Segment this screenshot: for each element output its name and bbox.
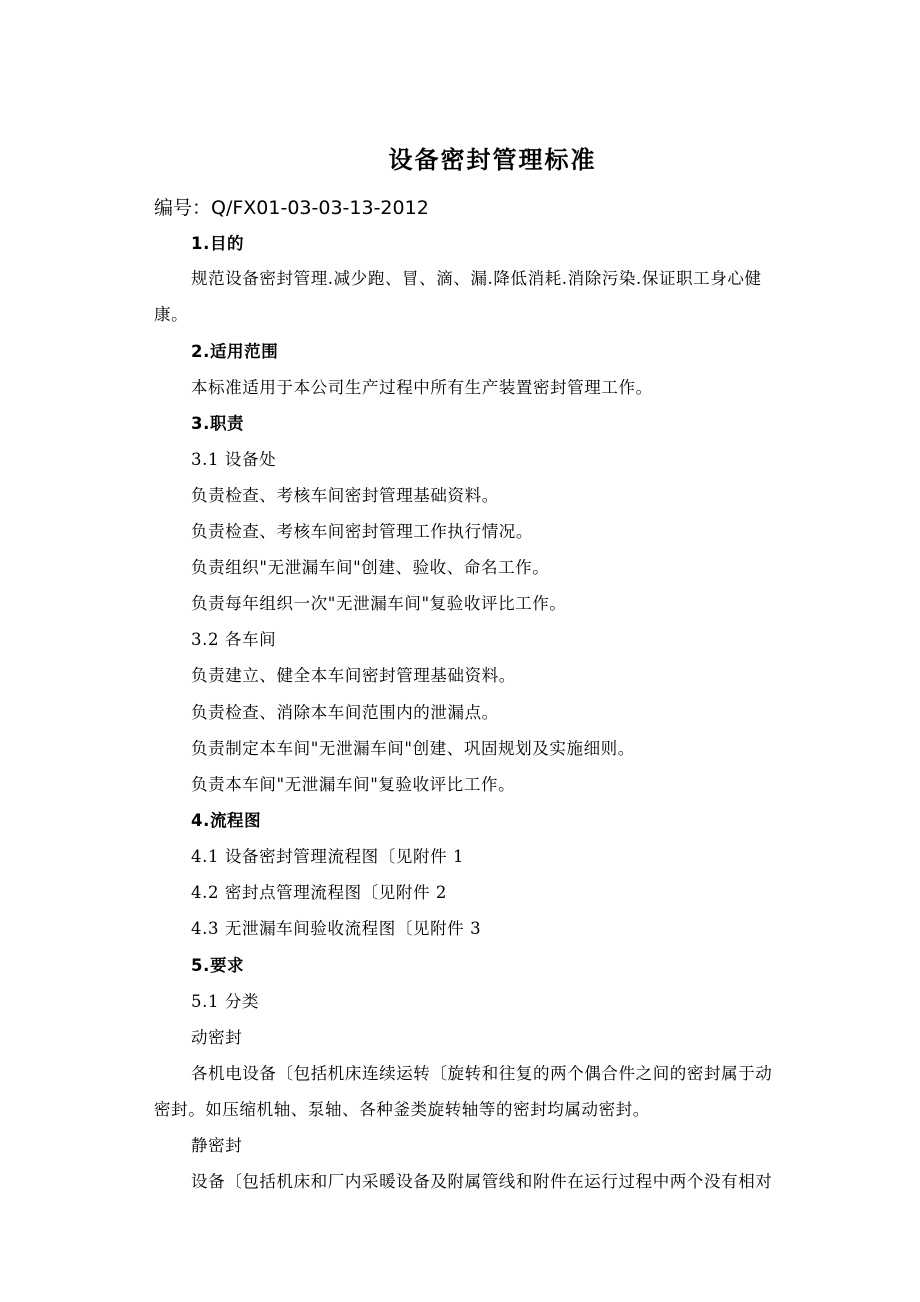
paragraph-line: 负责检查、消除本车间范围内的泄漏点。 [191, 703, 499, 722]
paragraph-line: 负责检查、考核车间密封管理工作执行情况。 [191, 522, 533, 541]
paragraph-line: 各机电设备〔包括机床连续运转〔旋转和往复的两个偶合件之间的密封属于动 [191, 1064, 773, 1083]
paragraph-line: 4.3 无泄漏车间验收流程图〔见附件 3 [191, 919, 482, 938]
paragraph-line: 静密封 [191, 1136, 243, 1155]
paragraph-line: 康。 [154, 305, 189, 324]
section-heading-scope: 2.适用范围 [191, 342, 279, 361]
paragraph-line: 本标准适用于本公司生产过程中所有生产装置密封管理工作。 [191, 378, 653, 397]
section-heading-requirements: 5.要求 [191, 956, 245, 975]
paragraph-line: 4.1 设备密封管理流程图〔见附件 1 [191, 847, 465, 866]
paragraph-line: 负责本车间"无泄漏车间"复验收评比工作。 [191, 775, 516, 794]
section-heading-duties: 3.职责 [191, 414, 245, 433]
paragraph-line: 负责制定本车间"无泄漏车间"创建、巩固规划及实施细则。 [191, 739, 635, 758]
paragraph-line: 负责建立、健全本车间密封管理基础资料。 [191, 666, 516, 685]
paragraph-line: 规范设备密封管理.减少跑、冒、滴、漏.降低消耗.消除污染.保证职工身心健 [191, 269, 762, 288]
section-heading-flowchart: 4.流程图 [191, 811, 262, 830]
subsection-heading: 3.2 各车间 [191, 630, 277, 649]
section-heading-purpose: 1.目的 [191, 234, 245, 253]
paragraph-line: 负责检查、考核车间密封管理基础资料。 [191, 486, 499, 505]
paragraph-line: 4.2 密封点管理流程图〔见附件 2 [191, 883, 448, 902]
subsection-heading: 5.1 分类 [191, 992, 260, 1011]
paragraph-line: 设备〔包括机床和厂内采暖设备及附属管线和附件在运行过程中两个没有相对 [191, 1172, 773, 1191]
document-code: 编号：Q/FX01-03-03-13-2012 [154, 197, 429, 219]
paragraph-line: 密封。如压缩机轴、泵轴、各种釜类旋转轴等的密封均属动密封。 [154, 1100, 650, 1119]
paragraph-line: 动密封 [191, 1028, 243, 1047]
document-title: 设备密封管理标准 [388, 146, 597, 174]
paragraph-line: 负责组织"无泄漏车间"创建、验收、命名工作。 [191, 558, 550, 577]
paragraph-line: 负责每年组织一次"无泄漏车间"复验收评比工作。 [191, 594, 567, 613]
subsection-heading: 3.1 设备处 [191, 450, 277, 469]
